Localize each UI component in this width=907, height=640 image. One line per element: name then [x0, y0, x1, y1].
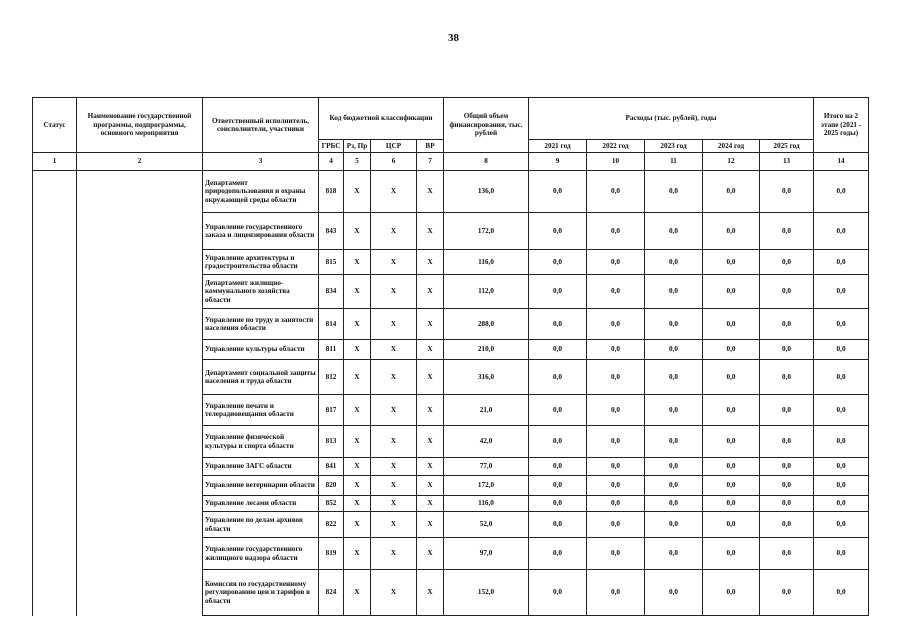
- budget-table: [32, 97, 869, 616]
- header-year-2021: 2021 год: [529, 140, 587, 153]
- year-2025-cell: 0,0: [760, 395, 814, 426]
- table-row: [33, 512, 869, 538]
- year-2024-cell: 0,0: [703, 275, 760, 309]
- department-name: Управление культуры области: [203, 340, 319, 360]
- program-name-cell: [77, 476, 203, 496]
- vr-cell: X: [417, 458, 444, 476]
- column-number-row: [33, 153, 869, 171]
- csr-cell: X: [371, 538, 417, 570]
- column-number: 14: [814, 153, 869, 171]
- year-2023-cell: 0,0: [645, 496, 703, 512]
- grbs-cell: 841: [319, 458, 344, 476]
- status-cell: [33, 512, 77, 538]
- column-number: 4: [319, 153, 344, 171]
- year-2021-cell: 0,0: [529, 512, 587, 538]
- csr-cell: X: [371, 360, 417, 395]
- total-cell: 172,0: [444, 476, 529, 496]
- itogo-cell: 0,0: [814, 512, 869, 538]
- program-name-cell: [77, 570, 203, 616]
- year-2023-cell: 0,0: [645, 512, 703, 538]
- itogo-cell: 0,0: [814, 360, 869, 395]
- total-cell: 172,0: [444, 213, 529, 250]
- year-2024-cell: 0,0: [703, 458, 760, 476]
- total-cell: 116,0: [444, 250, 529, 275]
- total-cell: 52,0: [444, 512, 529, 538]
- year-2021-cell: 0,0: [529, 250, 587, 275]
- year-2023-cell: 0,0: [645, 213, 703, 250]
- header-grbs: ГРБС: [319, 140, 344, 153]
- program-name-cell: [77, 458, 203, 476]
- year-2023-cell: 0,0: [645, 309, 703, 340]
- year-2021-cell: 0,0: [529, 395, 587, 426]
- grbs-cell: 818: [319, 171, 344, 213]
- year-2021-cell: 0,0: [529, 476, 587, 496]
- year-2023-cell: 0,0: [645, 570, 703, 616]
- year-2023-cell: 0,0: [645, 458, 703, 476]
- table-row: [33, 309, 869, 340]
- header-year-2025: 2025 год: [760, 140, 814, 153]
- year-2025-cell: 0,0: [760, 512, 814, 538]
- csr-cell: X: [371, 512, 417, 538]
- page-number: 38: [448, 32, 459, 44]
- year-2021-cell: 0,0: [529, 360, 587, 395]
- total-cell: 42,0: [444, 426, 529, 458]
- grbs-cell: 811: [319, 340, 344, 360]
- department-name: Управление по труду и занятости населения области: [203, 309, 319, 340]
- csr-cell: X: [371, 250, 417, 275]
- status-cell: [33, 570, 77, 616]
- department-name: Управление по делам архивов области: [203, 512, 319, 538]
- year-2024-cell: 0,0: [703, 395, 760, 426]
- grbs-cell: 824: [319, 570, 344, 616]
- table-row: [33, 426, 869, 458]
- year-2021-cell: 0,0: [529, 458, 587, 476]
- program-name-cell: [77, 360, 203, 395]
- rz-pr-cell: X: [344, 171, 371, 213]
- vr-cell: X: [417, 171, 444, 213]
- year-2022-cell: 0,0: [587, 309, 645, 340]
- status-cell: [33, 426, 77, 458]
- table-row: [33, 395, 869, 426]
- vr-cell: X: [417, 570, 444, 616]
- year-2025-cell: 0,0: [760, 476, 814, 496]
- department-name: Управление государственного жилищного надзора области: [203, 538, 319, 570]
- year-2022-cell: 0,0: [587, 476, 645, 496]
- grbs-cell: 817: [319, 395, 344, 426]
- itogo-cell: 0,0: [814, 538, 869, 570]
- status-cell: [33, 360, 77, 395]
- column-number: 10: [587, 153, 645, 171]
- year-2022-cell: 0,0: [587, 340, 645, 360]
- year-2022-cell: 0,0: [587, 426, 645, 458]
- year-2023-cell: 0,0: [645, 538, 703, 570]
- year-2025-cell: 0,0: [760, 213, 814, 250]
- csr-cell: X: [371, 426, 417, 458]
- year-2023-cell: 0,0: [645, 476, 703, 496]
- year-2024-cell: 0,0: [703, 538, 760, 570]
- vr-cell: X: [417, 426, 444, 458]
- year-2023-cell: 0,0: [645, 275, 703, 309]
- column-number: 9: [529, 153, 587, 171]
- itogo-cell: 0,0: [814, 213, 869, 250]
- program-name-cell: [77, 426, 203, 458]
- status-cell: [33, 213, 77, 250]
- itogo-cell: 0,0: [814, 458, 869, 476]
- table-row: [33, 250, 869, 275]
- department-name: Управление государственного заказа и лицензирования области: [203, 213, 319, 250]
- total-cell: 77,0: [444, 458, 529, 476]
- year-2024-cell: 0,0: [703, 426, 760, 458]
- csr-cell: X: [371, 496, 417, 512]
- total-cell: 116,0: [444, 496, 529, 512]
- column-number: 5: [344, 153, 371, 171]
- year-2023-cell: 0,0: [645, 360, 703, 395]
- year-2025-cell: 0,0: [760, 458, 814, 476]
- rz-pr-cell: X: [344, 340, 371, 360]
- year-2021-cell: 0,0: [529, 171, 587, 213]
- header-year-2023: 2023 год: [645, 140, 703, 153]
- vr-cell: X: [417, 496, 444, 512]
- header-budget-code: Код бюджетной классификации: [319, 98, 444, 140]
- column-number: 6: [371, 153, 417, 171]
- year-2025-cell: 0,0: [760, 360, 814, 395]
- total-cell: 112,0: [444, 275, 529, 309]
- year-2023-cell: 0,0: [645, 171, 703, 213]
- year-2022-cell: 0,0: [587, 570, 645, 616]
- program-name-cell: [77, 275, 203, 309]
- vr-cell: X: [417, 360, 444, 395]
- vr-cell: X: [417, 213, 444, 250]
- year-2022-cell: 0,0: [587, 512, 645, 538]
- program-name-cell: [77, 340, 203, 360]
- rz-pr-cell: X: [344, 395, 371, 426]
- rz-pr-cell: X: [344, 570, 371, 616]
- rz-pr-cell: X: [344, 512, 371, 538]
- rz-pr-cell: X: [344, 538, 371, 570]
- header-expenses: Расходы (тыс. рублей), годы: [529, 98, 814, 140]
- year-2021-cell: 0,0: [529, 340, 587, 360]
- itogo-cell: 0,0: [814, 496, 869, 512]
- itogo-cell: 0,0: [814, 476, 869, 496]
- status-cell: [33, 275, 77, 309]
- department-name: Департамент социальной защиты населения и труда области: [203, 360, 319, 395]
- column-number: 13: [760, 153, 814, 171]
- year-2024-cell: 0,0: [703, 570, 760, 616]
- grbs-cell: 812: [319, 360, 344, 395]
- total-cell: 288,0: [444, 309, 529, 340]
- department-name: Управление ветеринарии области: [203, 476, 319, 496]
- header-status: Статус: [33, 98, 77, 153]
- rz-pr-cell: X: [344, 360, 371, 395]
- grbs-cell: 814: [319, 309, 344, 340]
- rz-pr-cell: X: [344, 309, 371, 340]
- vr-cell: X: [417, 476, 444, 496]
- grbs-cell: 820: [319, 476, 344, 496]
- csr-cell: X: [371, 570, 417, 616]
- csr-cell: X: [371, 340, 417, 360]
- year-2022-cell: 0,0: [587, 496, 645, 512]
- csr-cell: X: [371, 275, 417, 309]
- header-executor: Ответственный исполнитель, соисполнители, участники: [203, 98, 319, 153]
- table-row: [33, 213, 869, 250]
- header-csr: ЦСР: [371, 140, 417, 153]
- status-cell: [33, 171, 77, 213]
- year-2023-cell: 0,0: [645, 395, 703, 426]
- status-cell: [33, 309, 77, 340]
- program-name-cell: [77, 213, 203, 250]
- rz-pr-cell: X: [344, 213, 371, 250]
- program-name-cell: [77, 250, 203, 275]
- status-cell: [33, 496, 77, 512]
- header-vr: ВР: [417, 140, 444, 153]
- year-2023-cell: 0,0: [645, 426, 703, 458]
- table-row: [33, 340, 869, 360]
- table-row: [33, 570, 869, 616]
- year-2022-cell: 0,0: [587, 395, 645, 426]
- grbs-cell: 852: [319, 496, 344, 512]
- year-2025-cell: 0,0: [760, 309, 814, 340]
- status-cell: [33, 476, 77, 496]
- program-name-cell: [77, 512, 203, 538]
- table-row: [33, 476, 869, 496]
- rz-pr-cell: X: [344, 426, 371, 458]
- status-cell: [33, 250, 77, 275]
- column-number: 8: [444, 153, 529, 171]
- year-2025-cell: 0,0: [760, 275, 814, 309]
- table-row: [33, 275, 869, 309]
- program-name-cell: [77, 309, 203, 340]
- year-2024-cell: 0,0: [703, 213, 760, 250]
- column-number: 3: [203, 153, 319, 171]
- program-name-cell: [77, 538, 203, 570]
- csr-cell: X: [371, 171, 417, 213]
- year-2024-cell: 0,0: [703, 360, 760, 395]
- total-cell: 136,0: [444, 171, 529, 213]
- year-2021-cell: 0,0: [529, 570, 587, 616]
- department-name: Комиссия по государственному регулированию цен и тарифов в области: [203, 570, 319, 616]
- year-2021-cell: 0,0: [529, 309, 587, 340]
- header-year-2024: 2024 год: [703, 140, 760, 153]
- vr-cell: X: [417, 395, 444, 426]
- rz-pr-cell: X: [344, 275, 371, 309]
- itogo-cell: 0,0: [814, 250, 869, 275]
- column-number: 12: [703, 153, 760, 171]
- year-2022-cell: 0,0: [587, 538, 645, 570]
- year-2025-cell: 0,0: [760, 171, 814, 213]
- year-2022-cell: 0,0: [587, 213, 645, 250]
- grbs-cell: 834: [319, 275, 344, 309]
- department-name: Управление ЗАГС области: [203, 458, 319, 476]
- itogo-cell: 0,0: [814, 309, 869, 340]
- itogo-cell: 0,0: [814, 171, 869, 213]
- column-number: 2: [77, 153, 203, 171]
- status-cell: [33, 340, 77, 360]
- header-total: Общий объем финансирования, тыс. рублей: [444, 98, 529, 153]
- grbs-cell: 819: [319, 538, 344, 570]
- itogo-cell: 0,0: [814, 570, 869, 616]
- csr-cell: X: [371, 476, 417, 496]
- column-number: 1: [33, 153, 77, 171]
- year-2022-cell: 0,0: [587, 458, 645, 476]
- table-row: [33, 458, 869, 476]
- year-2022-cell: 0,0: [587, 171, 645, 213]
- department-name: Управление лесами области: [203, 496, 319, 512]
- year-2021-cell: 0,0: [529, 275, 587, 309]
- department-name: Департамент жилищно-коммунального хозяйства области: [203, 275, 319, 309]
- csr-cell: X: [371, 458, 417, 476]
- vr-cell: X: [417, 340, 444, 360]
- vr-cell: X: [417, 275, 444, 309]
- table-row: [33, 496, 869, 512]
- year-2025-cell: 0,0: [760, 538, 814, 570]
- csr-cell: X: [371, 395, 417, 426]
- total-cell: 21,0: [444, 395, 529, 426]
- header-itogo: Итого на 2 этапе (2021 - 2025 годы): [814, 98, 869, 153]
- table-row: [33, 538, 869, 570]
- year-2025-cell: 0,0: [760, 426, 814, 458]
- year-2021-cell: 0,0: [529, 426, 587, 458]
- header-name: Наименование государственной программы, подпрограммы, основного мероприятия: [77, 98, 203, 153]
- total-cell: 97,0: [444, 538, 529, 570]
- header-year-2022: 2022 год: [587, 140, 645, 153]
- column-number: 11: [645, 153, 703, 171]
- grbs-cell: 815: [319, 250, 344, 275]
- department-name: Управление физической культуры и спорта области: [203, 426, 319, 458]
- department-name: Департамент природопользования и охраны окружающей среды области: [203, 171, 319, 213]
- vr-cell: X: [417, 512, 444, 538]
- program-name-cell: [77, 496, 203, 512]
- year-2024-cell: 0,0: [703, 496, 760, 512]
- grbs-cell: 813: [319, 426, 344, 458]
- rz-pr-cell: X: [344, 458, 371, 476]
- table-row: [33, 171, 869, 213]
- table-row: [33, 360, 869, 395]
- year-2022-cell: 0,0: [587, 360, 645, 395]
- year-2025-cell: 0,0: [760, 570, 814, 616]
- year-2022-cell: 0,0: [587, 275, 645, 309]
- total-cell: 152,0: [444, 570, 529, 616]
- total-cell: 210,0: [444, 340, 529, 360]
- itogo-cell: 0,0: [814, 426, 869, 458]
- grbs-cell: 843: [319, 213, 344, 250]
- vr-cell: X: [417, 309, 444, 340]
- rz-pr-cell: X: [344, 250, 371, 275]
- year-2024-cell: 0,0: [703, 309, 760, 340]
- total-cell: 316,0: [444, 360, 529, 395]
- year-2025-cell: 0,0: [760, 340, 814, 360]
- header-rz-pr: Рз, Пр: [344, 140, 371, 153]
- grbs-cell: 822: [319, 512, 344, 538]
- program-name-cell: [77, 171, 203, 213]
- rz-pr-cell: X: [344, 476, 371, 496]
- itogo-cell: 0,0: [814, 395, 869, 426]
- program-name-cell: [77, 395, 203, 426]
- department-name: Управление печати и телерадиовещания области: [203, 395, 319, 426]
- year-2024-cell: 0,0: [703, 171, 760, 213]
- vr-cell: X: [417, 538, 444, 570]
- year-2025-cell: 0,0: [760, 496, 814, 512]
- status-cell: [33, 458, 77, 476]
- year-2021-cell: 0,0: [529, 496, 587, 512]
- year-2025-cell: 0,0: [760, 250, 814, 275]
- vr-cell: X: [417, 250, 444, 275]
- year-2021-cell: 0,0: [529, 213, 587, 250]
- csr-cell: X: [371, 309, 417, 340]
- column-number: 7: [417, 153, 444, 171]
- year-2022-cell: 0,0: [587, 250, 645, 275]
- department-name: Управление архитектуры и градостроительства области: [203, 250, 319, 275]
- rz-pr-cell: X: [344, 496, 371, 512]
- year-2021-cell: 0,0: [529, 538, 587, 570]
- year-2023-cell: 0,0: [645, 250, 703, 275]
- year-2023-cell: 0,0: [645, 340, 703, 360]
- year-2024-cell: 0,0: [703, 340, 760, 360]
- year-2024-cell: 0,0: [703, 250, 760, 275]
- itogo-cell: 0,0: [814, 275, 869, 309]
- itogo-cell: 0,0: [814, 340, 869, 360]
- status-cell: [33, 395, 77, 426]
- year-2024-cell: 0,0: [703, 476, 760, 496]
- status-cell: [33, 538, 77, 570]
- year-2024-cell: 0,0: [703, 512, 760, 538]
- csr-cell: X: [371, 213, 417, 250]
